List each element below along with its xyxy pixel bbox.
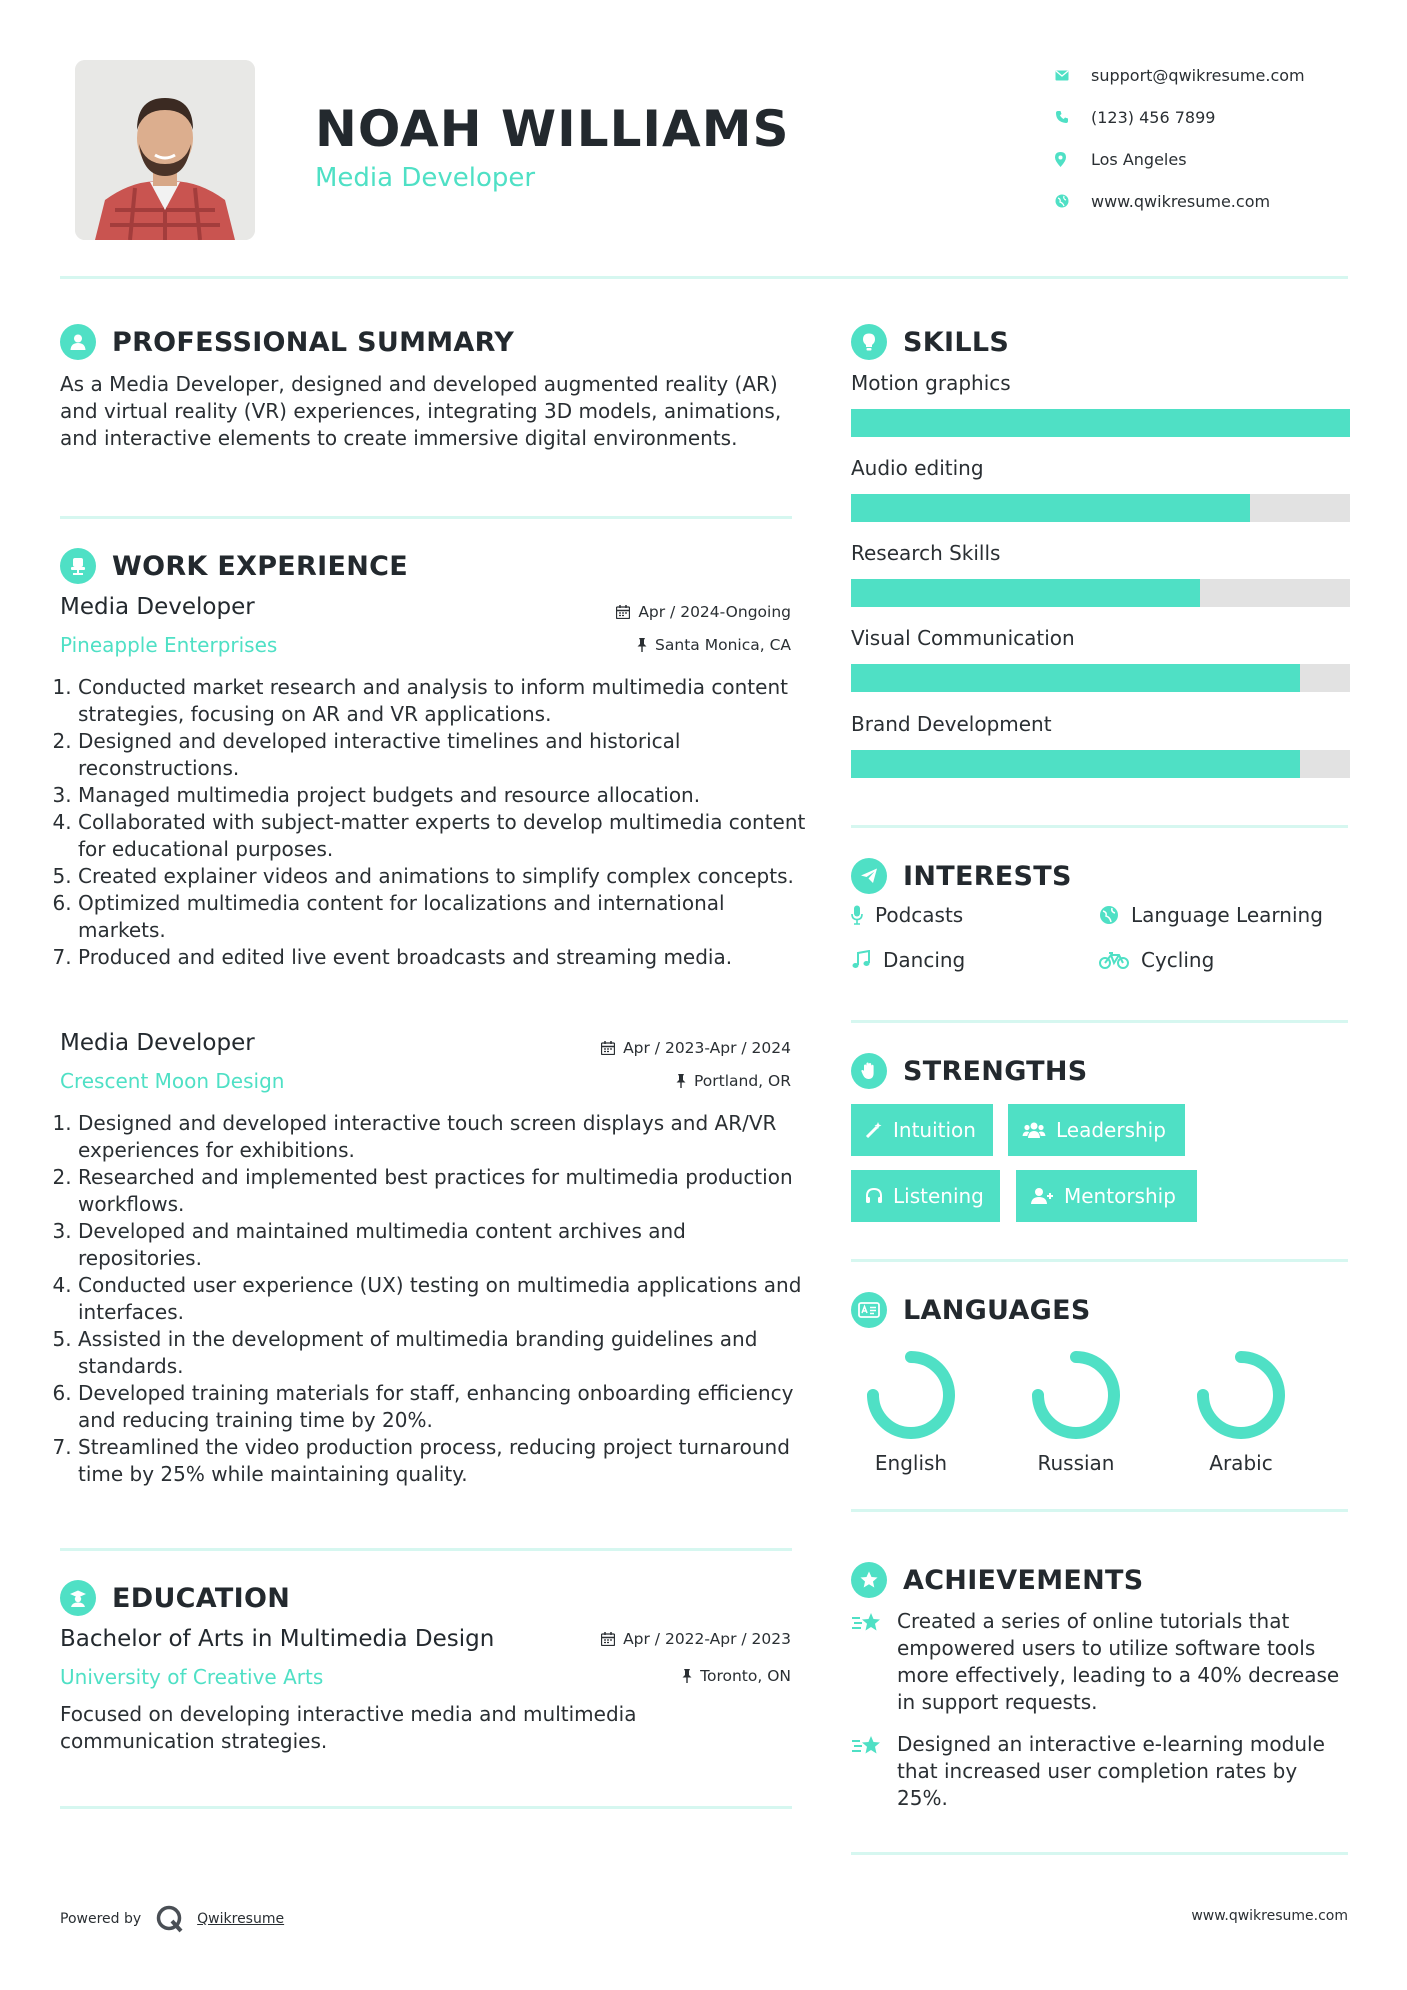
strengths-title: STRENGTHS bbox=[903, 1055, 1088, 1087]
globe-icon bbox=[1055, 194, 1091, 208]
contact-location bbox=[1055, 138, 1355, 180]
language-ring bbox=[861, 1345, 961, 1445]
hand-icon bbox=[851, 1053, 887, 1089]
list-item: 1. Designed and developed interactive touch screen displays and AR/VR experiences for exhibitions. bbox=[78, 1110, 816, 1164]
job-dates-text: Apr / 2023-Apr / 2024 bbox=[623, 1039, 791, 1057]
website-text: www.qwikresume.com bbox=[1091, 191, 1271, 211]
language-ring bbox=[1191, 1345, 1291, 1445]
education-heading bbox=[60, 1580, 290, 1616]
users-icon bbox=[1022, 1121, 1046, 1139]
skill-label: Research Skills bbox=[851, 541, 1001, 565]
interest-item bbox=[1099, 948, 1214, 972]
paper-plane-icon bbox=[851, 858, 887, 894]
job-location-text: Portland, OR bbox=[693, 1072, 791, 1090]
interests-divider bbox=[851, 1020, 1348, 1023]
music-note-icon bbox=[851, 950, 871, 970]
strength-chip bbox=[1008, 1104, 1185, 1156]
calendar-icon bbox=[601, 1041, 615, 1055]
user-icon bbox=[60, 324, 96, 360]
pushpin-icon bbox=[682, 1669, 692, 1683]
interests-heading bbox=[851, 858, 1072, 894]
strength-label: Leadership bbox=[1056, 1118, 1166, 1142]
achievement-item bbox=[851, 1731, 1351, 1812]
strengths-heading bbox=[851, 1053, 1088, 1089]
footer-url[interactable]: www.qwikresume.com bbox=[1191, 1908, 1348, 1924]
phone-text: (123) 456 7899 bbox=[1091, 107, 1216, 127]
globe-icon bbox=[1099, 905, 1119, 925]
powered-by-text: Powered by bbox=[60, 1911, 142, 1927]
interest-label: Cycling bbox=[1141, 948, 1215, 972]
strength-label: Intuition bbox=[893, 1118, 976, 1142]
bicycle-icon bbox=[1099, 950, 1129, 970]
phone-icon bbox=[1055, 110, 1091, 124]
star-badge-icon bbox=[851, 1562, 887, 1598]
interest-label: Dancing bbox=[883, 948, 966, 972]
summary-text: As a Media Developer, designed and developed augmented reality (AR) and virtual reality (VR) experiences, integrating 3D models, animations, and interactive elements to create immersive digital environments. bbox=[60, 372, 782, 450]
job-dates-text: Apr / 2024-Ongoing bbox=[638, 603, 791, 621]
contact-phone[interactable] bbox=[1055, 96, 1355, 138]
language-name: Russian bbox=[1037, 1451, 1115, 1475]
education-location bbox=[682, 1667, 791, 1685]
job-location-text: Santa Monica, CA bbox=[655, 636, 791, 654]
list-item: 5. Created explainer videos and animations to simplify complex concepts. bbox=[78, 863, 816, 890]
skills-title: SKILLS bbox=[903, 326, 1010, 358]
list-item: 1. Conducted market research and analysis to inform multimedia content strategies, focusing on AR and VR applications. bbox=[78, 674, 816, 728]
list-item: 3. Managed multimedia project budgets and resource allocation. bbox=[78, 782, 816, 809]
summary-title: PROFESSIONAL SUMMARY bbox=[112, 326, 515, 358]
magic-wand-icon bbox=[865, 1121, 883, 1139]
brand-link[interactable]: Qwikresume bbox=[197, 1911, 285, 1927]
shooting-star-icon bbox=[851, 1610, 885, 1636]
list-item: 5. Assisted in the development of multimedia branding guidelines and standards. bbox=[78, 1326, 816, 1380]
achievements-heading bbox=[851, 1562, 1144, 1598]
skill-label: Brand Development bbox=[851, 712, 1052, 736]
job-title: Media Developer bbox=[60, 1030, 255, 1056]
experience-heading bbox=[60, 548, 408, 584]
experience-divider bbox=[60, 1548, 792, 1551]
language-item bbox=[851, 1345, 971, 1475]
interest-item bbox=[851, 903, 963, 927]
language-ring bbox=[1026, 1345, 1126, 1445]
education-title: EDUCATION bbox=[112, 1582, 291, 1614]
list-item: 6. Developed training materials for staff, enhancing onboarding efficiency and reducing training time by 20%. bbox=[78, 1380, 816, 1434]
degree-title: Bachelor of Arts in Multimedia Design bbox=[60, 1626, 495, 1652]
interest-label: Podcasts bbox=[875, 903, 964, 927]
job-title: Media Developer bbox=[60, 594, 255, 620]
skill-bar-track bbox=[851, 409, 1350, 437]
profile-photo bbox=[75, 60, 255, 240]
job-dates bbox=[616, 603, 791, 621]
skill-label: Visual Communication bbox=[851, 626, 1075, 650]
language-card-icon bbox=[851, 1292, 887, 1328]
skill-bar-fill bbox=[851, 494, 1250, 522]
experience-title: WORK EXPERIENCE bbox=[112, 550, 408, 582]
pushpin-icon bbox=[676, 1074, 686, 1088]
contact-list bbox=[1055, 54, 1355, 222]
language-item bbox=[1181, 1345, 1301, 1475]
language-name: Arabic bbox=[1209, 1451, 1273, 1475]
list-item: 3. Developed and maintained multimedia content archives and repositories. bbox=[78, 1218, 816, 1272]
interest-item bbox=[851, 948, 965, 972]
candidate-name: NOAH WILLIAMS bbox=[315, 100, 790, 158]
summary-divider bbox=[60, 516, 792, 519]
list-item: 2. Designed and developed interactive timelines and historical reconstructions. bbox=[78, 728, 816, 782]
skill-bar-track bbox=[851, 579, 1350, 607]
achievements-title: ACHIEVEMENTS bbox=[903, 1564, 1144, 1596]
envelope-icon bbox=[1055, 70, 1091, 81]
languages-heading bbox=[851, 1292, 1091, 1328]
strength-label: Listening bbox=[893, 1184, 984, 1208]
interest-label: Language Learning bbox=[1131, 903, 1323, 927]
education-dates bbox=[601, 1630, 791, 1648]
skills-divider bbox=[851, 825, 1348, 828]
contact-website[interactable] bbox=[1055, 180, 1355, 222]
achievement-item bbox=[851, 1608, 1351, 1716]
skill-bar-fill bbox=[851, 409, 1350, 437]
office-chair-icon bbox=[60, 548, 96, 584]
skill-bar-fill bbox=[851, 750, 1300, 778]
skill-label: Motion graphics bbox=[851, 371, 1011, 395]
map-pin-icon bbox=[1055, 152, 1091, 167]
microphone-icon bbox=[851, 905, 863, 925]
strength-chip bbox=[1016, 1170, 1197, 1222]
strength-label: Mentorship bbox=[1064, 1184, 1176, 1208]
education-divider bbox=[60, 1806, 792, 1809]
list-item: 6. Optimized multimedia content for localizations and international markets. bbox=[78, 890, 816, 944]
interests-title: INTERESTS bbox=[903, 860, 1072, 892]
pushpin-icon bbox=[637, 638, 647, 652]
interest-item bbox=[1099, 903, 1323, 927]
qwikresume-logo-icon bbox=[155, 1904, 185, 1934]
graduate-icon bbox=[60, 1580, 96, 1616]
contact-email[interactable] bbox=[1055, 54, 1355, 96]
shooting-star-icon bbox=[851, 1733, 885, 1759]
language-name: English bbox=[874, 1451, 948, 1475]
summary-heading bbox=[60, 324, 514, 360]
skill-bar-track bbox=[851, 494, 1350, 522]
education-dates-text: Apr / 2022-Apr / 2023 bbox=[623, 1630, 791, 1648]
list-item: 2. Researched and implemented best practices for multimedia production workflows. bbox=[78, 1164, 816, 1218]
powered-by bbox=[60, 1904, 284, 1934]
list-item: 7. Streamlined the video production process, reducing project turnaround time by 25% while maintaining quality. bbox=[78, 1434, 816, 1488]
skills-heading bbox=[851, 324, 1009, 360]
headphones-icon bbox=[865, 1187, 883, 1205]
skill-bar-track bbox=[851, 750, 1350, 778]
job-location bbox=[637, 636, 791, 654]
calendar-icon bbox=[601, 1632, 615, 1646]
header-divider bbox=[60, 276, 1348, 279]
education-location-text: Toronto, ON bbox=[700, 1667, 791, 1685]
user-plus-icon bbox=[1030, 1187, 1054, 1205]
job-duties-list bbox=[60, 674, 816, 971]
job-company: Pineapple Enterprises bbox=[60, 633, 278, 657]
job-duties-list bbox=[60, 1110, 816, 1488]
list-item: 4. Conducted user experience (UX) testing on multimedia applications and interfaces. bbox=[78, 1272, 816, 1326]
languages-divider bbox=[851, 1509, 1348, 1512]
skill-bar-track bbox=[851, 664, 1350, 692]
list-item: 4. Collaborated with subject-matter experts to develop multimedia content for educational purposes. bbox=[78, 809, 816, 863]
list-item: 7. Produced and edited live event broadcasts and streaming media. bbox=[78, 944, 816, 971]
strength-chip bbox=[851, 1104, 993, 1156]
achievement-text: Created a series of online tutorials that empowered users to utilize software tools more effectively, leading to a 40% decrease in support requests. bbox=[897, 1609, 1340, 1714]
achievements-divider bbox=[851, 1852, 1348, 1855]
strength-chip bbox=[851, 1170, 1000, 1222]
skill-bar-fill bbox=[851, 579, 1200, 607]
school-name: University of Creative Arts bbox=[60, 1665, 324, 1689]
candidate-title: Media Developer bbox=[315, 163, 536, 193]
language-item bbox=[1016, 1345, 1136, 1475]
job-company: Crescent Moon Design bbox=[60, 1069, 285, 1093]
job-location bbox=[676, 1072, 791, 1090]
achievement-text: Designed an interactive e-learning module that increased user completion rates by 25%. bbox=[897, 1732, 1325, 1810]
skill-label: Audio editing bbox=[851, 456, 984, 480]
skill-bar-fill bbox=[851, 664, 1300, 692]
job-dates bbox=[601, 1039, 791, 1057]
education-description: Focused on developing interactive media and multimedia communication strategies. bbox=[60, 1702, 637, 1753]
strengths-divider bbox=[851, 1259, 1348, 1262]
email-text: support@qwikresume.com bbox=[1091, 65, 1305, 85]
languages-title: LANGUAGES bbox=[903, 1294, 1091, 1326]
location-text: Los Angeles bbox=[1091, 149, 1187, 169]
calendar-icon bbox=[616, 605, 630, 619]
lightbulb-icon bbox=[851, 324, 887, 360]
